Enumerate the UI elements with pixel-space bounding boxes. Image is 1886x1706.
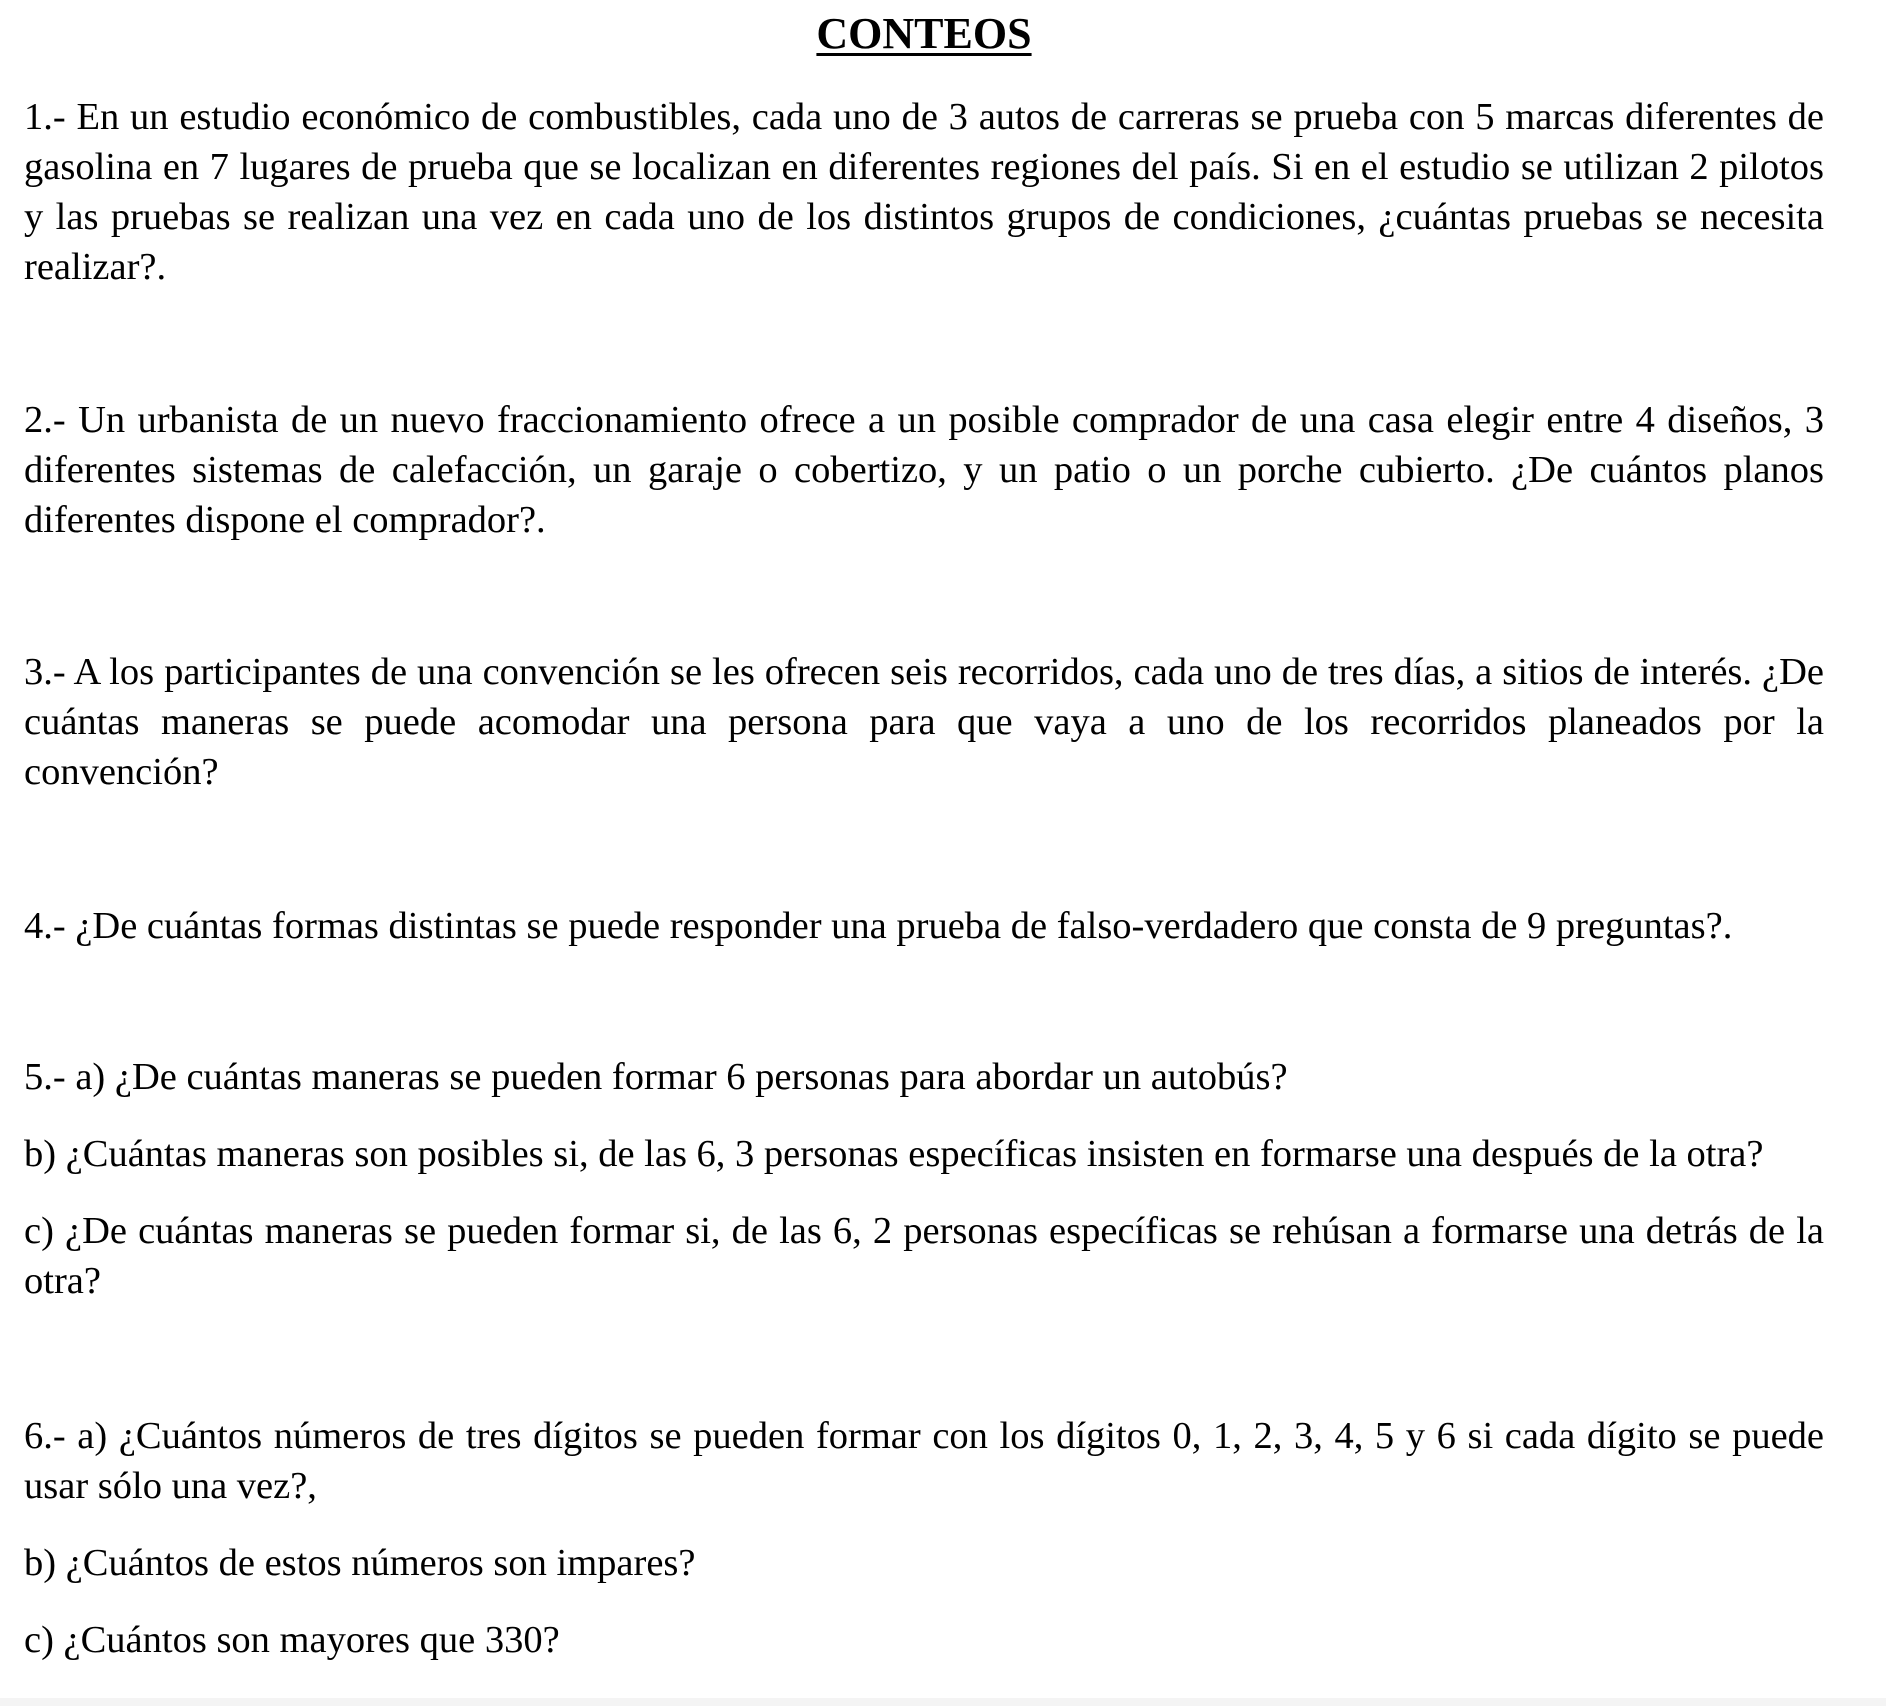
problem-6c: c) ¿Cuántos son mayores que 330? — [24, 1619, 560, 1661]
problem-1: 1.- En un estudio económico de combustibles, cada uno de 3 autos de carreras se prueba con 5 marcas diferentes de gasolina en 7 lugares de prueba que se localizan en diferentes regiones del país. Si en el estudio se utilizan 2 pilotos y las pruebas se realizan una vez en cada uno de los distintos grupos de condiciones, ¿cuántas pruebas se necesita realizar?. — [24, 96, 1824, 288]
problem-2: 2.- Un urbanista de un nuevo fraccionamiento ofrece a un posible comprador de una casa elegir entre 4 diseños, 3 diferentes sistemas de calefacción, un garaje o cobertizo, y un patio o un porche cubierto. ¿De cuántos planos diferentes dispone el comprador?. — [24, 399, 1824, 541]
problem-5a: 5.- a) ¿De cuántas maneras se pueden formar 6 personas para abordar un autobús? — [24, 1056, 1288, 1098]
page-bottom-edge — [0, 1698, 1886, 1706]
problem-6a: 6.- a) ¿Cuántos números de tres dígitos se pueden formar con los dígitos 0, 1, 2, 3, 4, 5 y 6 si cada dígito se puede usar sólo una vez?, — [24, 1415, 1824, 1507]
problem-3: 3.- A los participantes de una convención se les ofrecen seis recorridos, cada uno de tres días, a sitios de interés. ¿De cuántas maneras se puede acomodar una persona para que vaya a uno de los recorridos planeados por la convención? — [24, 651, 1824, 793]
problem-5b: b) ¿Cuántas maneras son posibles si, de las 6, 3 personas específicas insisten en formarse una después de la otra? — [24, 1133, 1764, 1175]
problem-4: 4.- ¿De cuántas formas distintas se puede responder una prueba de falso-verdadero que consta de 9 preguntas?. — [24, 905, 1733, 947]
page-title: CONTEOS — [816, 9, 1032, 58]
problem-6b: b) ¿Cuántos de estos números son impares? — [24, 1542, 696, 1584]
problem-5c: c) ¿De cuántas maneras se pueden formar si, de las 6, 2 personas específicas se rehúsan a formarse una detrás de la otra? — [24, 1210, 1824, 1302]
